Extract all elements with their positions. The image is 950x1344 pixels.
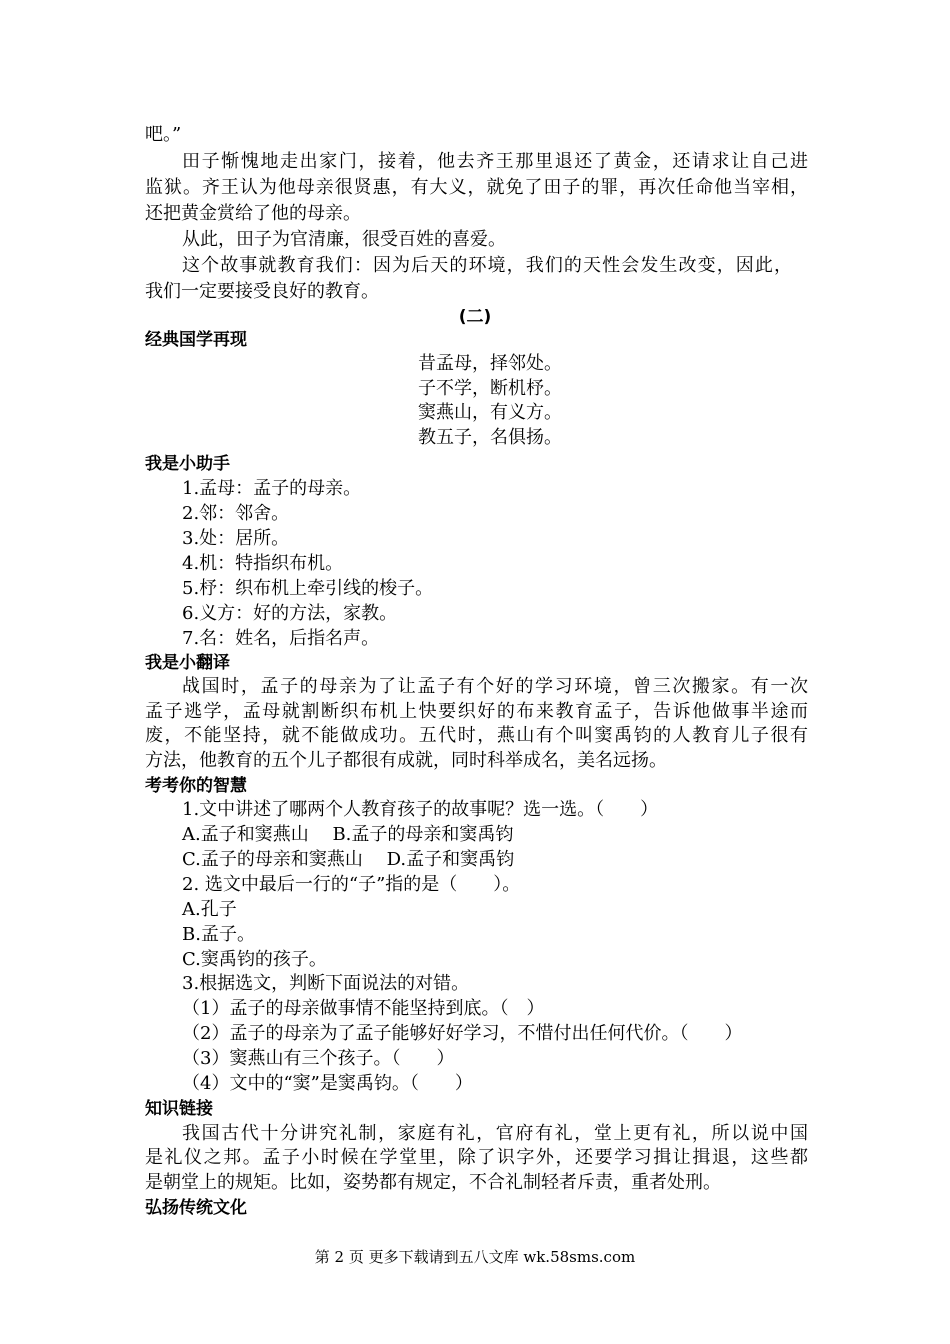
quiz-option: C.窦禹钧的孩子。	[182, 949, 327, 970]
story-line: 吧。”	[145, 124, 182, 145]
verse-line: 昔孟母，择邻处。	[418, 353, 562, 374]
glossary-item: 1.孟母：孟子的母亲。	[182, 478, 362, 499]
quiz-options: A.孟子和窦燕山 B.孟子的母亲和窦禹钧	[182, 824, 514, 845]
helper-heading: 我是小助手	[145, 454, 230, 474]
quiz-options: C.孟子的母亲和窦燕山 D.孟子和窦禹钧	[182, 849, 515, 870]
story-paragraph-line: 监狱。齐王认为他母亲很贤惠，有大义，就免了田子的罪，再次任命他当宰相，	[145, 177, 808, 198]
story-paragraph-line: 田子惭愧地走出家门，接着，他去齐王那里退还了黄金，还请求让自己进	[182, 151, 808, 172]
culture-heading: 弘扬传统文化	[145, 1198, 247, 1218]
quiz-heading: 考考你的智慧	[145, 776, 247, 796]
section-title: (二)	[458, 307, 492, 327]
story-paragraph-line: 还把黄金赏给了他的母亲。	[145, 203, 361, 224]
story-moral-line: 这个故事就教育我们：因为后天的环境，我们的天性会发生改变，因此，	[182, 255, 792, 276]
quiz-question: 1.文中讲述了哪两个人教育孩子的故事呢？选一选。（ ）	[182, 799, 659, 820]
link-line: 是朝堂上的规矩。比如，姿势都有规定，不合礼制轻者斥责，重者处刑。	[145, 1172, 721, 1193]
verse-line: 窦燕山，有义方。	[418, 402, 562, 423]
quiz-option: A.孔子	[182, 899, 237, 920]
link-line: 是礼仪之邦。孟子小时候在学堂里，除了识字外，还要学习揖让揖退，这些都	[145, 1147, 808, 1168]
link-line: 我国古代十分讲究礼制，家庭有礼，官府有礼，堂上更有礼，所以说中国	[182, 1123, 808, 1144]
glossary-item: 2.邻：邻舍。	[182, 503, 290, 524]
glossary-item: 7.名：姓名，后指名声。	[182, 628, 380, 649]
glossary-item: 4.机：特指织布机。	[182, 553, 344, 574]
link-heading: 知识链接	[145, 1099, 213, 1119]
quiz-statement: （1）孟子的母亲做事情不能坚持到底。（ ）	[182, 998, 545, 1019]
glossary-item: 5.杼：织布机上牵引线的梭子。	[182, 578, 434, 599]
story-paragraph: 从此，田子为官清廉，很受百姓的喜爱。	[182, 229, 506, 250]
translation-line: 废，不能坚持，就不能做成功。五代时，燕山有个叫窦禹钧的人教育儿子很有	[145, 725, 808, 746]
translation-line: 战国时，孟子的母亲为了让孟子有个好的学习环境，曾三次搬家。有一次	[182, 676, 808, 697]
glossary-item: 3.处：居所。	[182, 528, 290, 549]
quiz-statement: （2）孟子的母亲为了孟子能够好好学习，不惜付出任何代价。（ ）	[182, 1023, 743, 1044]
verse-line: 教五子，名俱扬。	[418, 427, 562, 448]
quiz-statement: （4）文中的“窦”是窦禹钧。（ ）	[182, 1073, 473, 1094]
quiz-question: 3.根据选文，判断下面说法的对错。	[182, 973, 470, 994]
translation-line: 方法，他教育的五个儿子都很有成就，同时科举成名，美名远扬。	[145, 750, 667, 771]
glossary-item: 6.义方：好的方法，家教。	[182, 603, 398, 624]
quiz-question: 2. 选文中最后一行的“子”指的是（ ）。	[182, 874, 521, 895]
quiz-option: B.孟子。	[182, 924, 255, 945]
translation-line: 孟子逃学，孟母就割断织布机上快要织好的布来教育孟子，告诉他做事半途而	[145, 701, 808, 722]
verse-line: 子不学，断机杼。	[418, 378, 562, 399]
quiz-statement: （3）窦燕山有三个孩子。（ ）	[182, 1048, 455, 1069]
translate-heading: 我是小翻译	[145, 653, 230, 673]
story-moral-line: 我们一定要接受良好的教育。	[145, 281, 379, 302]
page-footer: 第 2 页 更多下载请到五八文库 wk.58sms.com	[314, 1248, 636, 1266]
classic-heading: 经典国学再现	[145, 330, 247, 350]
